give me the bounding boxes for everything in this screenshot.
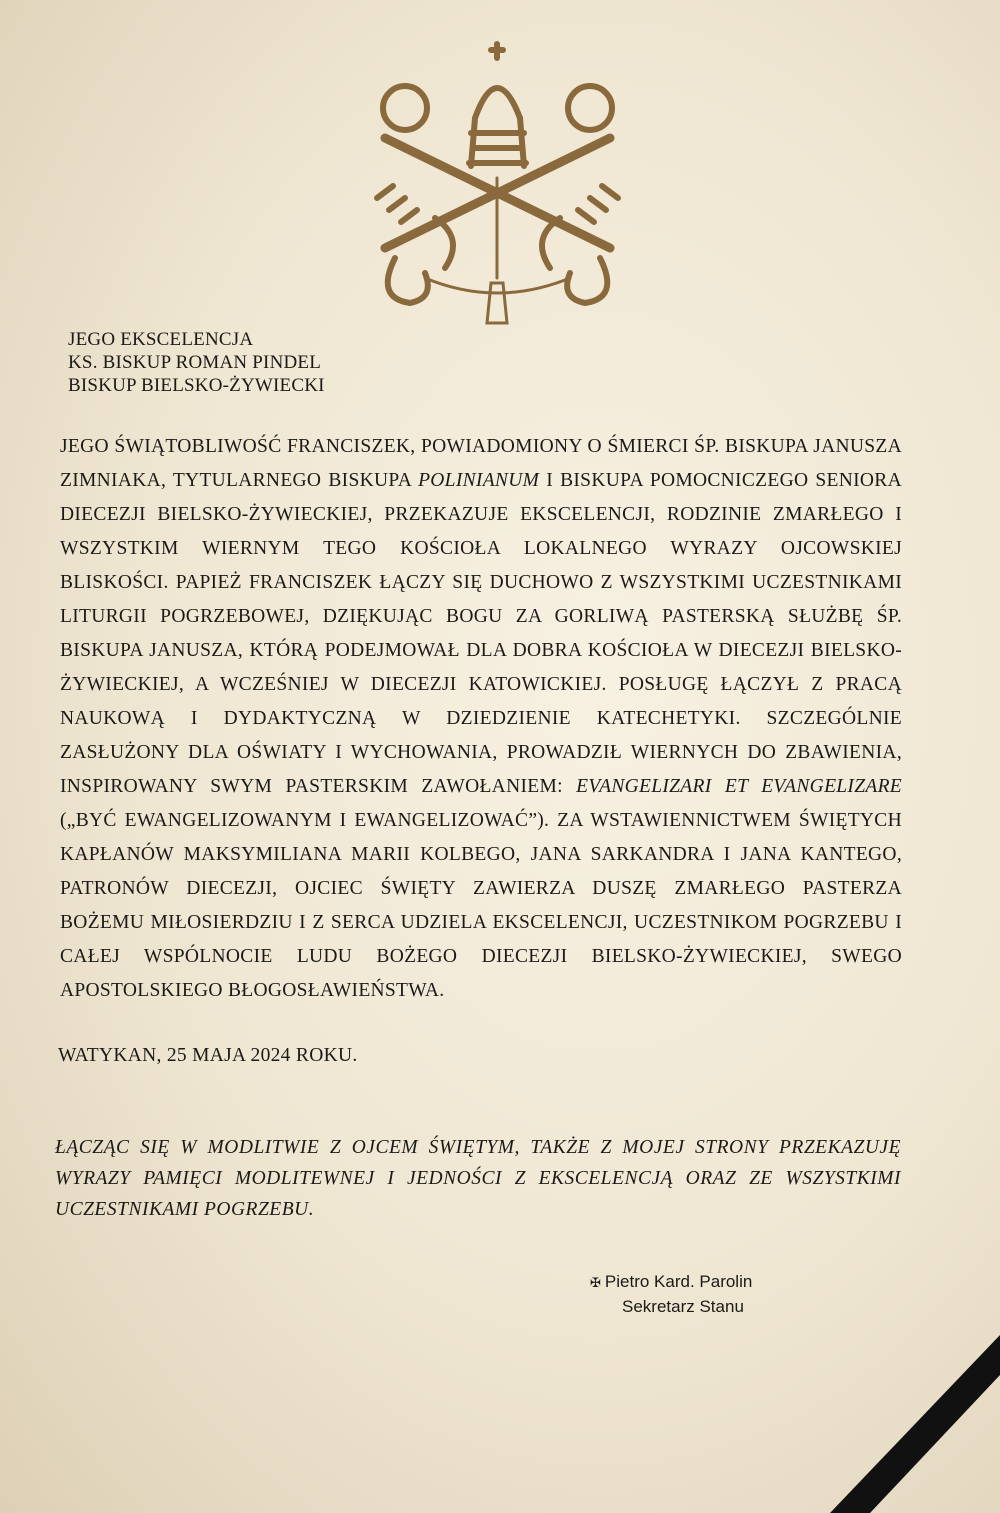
closing-paragraph: ŁĄCZĄC SIĘ W MODLITWIE Z OJCEM ŚWIĘTYM, TAKŻE Z MOJEJ STRONY PRZEKAZUJĘ WYRAZY PAMIĘCI MODLITEWNEJ I JEDNOŚCI Z EKSCELENCJĄ ORAZ ZE WSZYSTKIMI UCZESTNIKAMI POGRZEBU. [55, 1137, 901, 1220]
cross-icon: ✠ [590, 1275, 601, 1290]
recipient-address [68, 328, 325, 397]
message-italic-polinianum: POLINIANUM [418, 470, 540, 491]
message-part-2: I BISKUPA POMOCNICZEGO SENIORA DIECEZJI BIELSKO-ŻYWIECKIEJ, PRZEKAZUJE EKSCELENCJI, RODZINIE ZMARŁEGO I WSZYSTKIM WIERNYM TEGO KOŚCIOŁA LOKALNEGO WYRAZY OJCOWSKIEJ BLISKOŚCI. PAPIEŻ FRANCISZEK ŁĄCZY SIĘ DUCHOWO Z WSZYSTKIMI UCZESTNIKAMI LITURGII POGRZEBOWEJ, DZIĘKUJĄC BOGU ZA GORLIWĄ PASTERSKĄ SŁUŻBĘ ŚP. BISKUPA JANUSZA, KTÓRĄ PODEJMOWAŁ DLA DOBRA KOŚCIOŁA W DIECEZJI BIELSKO-ŻYWIECKIEJ, A WCZEŚNIEJ W DIECEZJI KATOWICKIEJ. POSŁUGĘ ŁĄCZYŁ Z PRACĄ NAUKOWĄ I DYDAKTYCZNĄ W DZIEDZIENIE KATECHETYKI. SZCZEGÓLNIE ZASŁUŻONY DLA OŚWIATY I WYCHOWANIA, PROWADZIŁ WIERNYCH DO ZBAWIENIA, INSPIROWANY SWYM PASTERSKIM ZAWOŁANIEM: [60, 470, 902, 797]
recipient-line-3: BISKUP BIELSKO-ŻYWIECKI [68, 375, 325, 396]
dateline: WATYKAN, 25 MAJA 2024 ROKU. [58, 1045, 358, 1066]
message-body [60, 430, 902, 1008]
recipient-line-1: JEGO EKSCELENCJA [68, 329, 254, 350]
signature-block [590, 1270, 752, 1319]
signature-title: Sekretarz Stanu [622, 1297, 744, 1316]
papal-keys-tiara-icon [365, 38, 630, 328]
signature-name: Pietro Kard. Parolin [604, 1272, 753, 1291]
message-part-3: („BYĆ EWANGELIZOWANYM I EWANGELIZOWAĆ”). ZA WSTAWIENNICTWEM ŚWIĘTYCH KAPŁANÓW MAKSYMILIANA MARII KOLBEGO, JANA SARKANDRA I JANA KANTEGO, PATRONÓW DIECEZJI, OJCIEC ŚWIĘTY ZAWIERZA DUSZĘ ZMARŁEGO PASTERZA BOŻEMU MIŁOSIERDZIU I Z SERCA UDZIELA EKSCELENCJI, UCZESTNIKOM POGRZEBU I CAŁEJ WSPÓLNOCIE LUDU BOŻEGO DIECEZJI BIELSKO-ŻYWIECKIEJ, SWEGO APOSTOLSKIEGO BŁOGOSŁAWIEŃSTWA. [60, 810, 902, 1001]
message-part-1: JEGO ŚWIĄTOBLIWOŚĆ FRANCISZEK, POWIADOMIONY O ŚMIERCI ŚP. BISKUPA JANUSZA ZIMNIAKA, TYTULARNEGO BISKUPA [60, 436, 902, 491]
recipient-line-2: KS. BISKUP ROMAN PINDEL [68, 352, 322, 373]
message-italic-motto: EVANGELIZARI ET EVANGELIZARE [576, 776, 902, 797]
